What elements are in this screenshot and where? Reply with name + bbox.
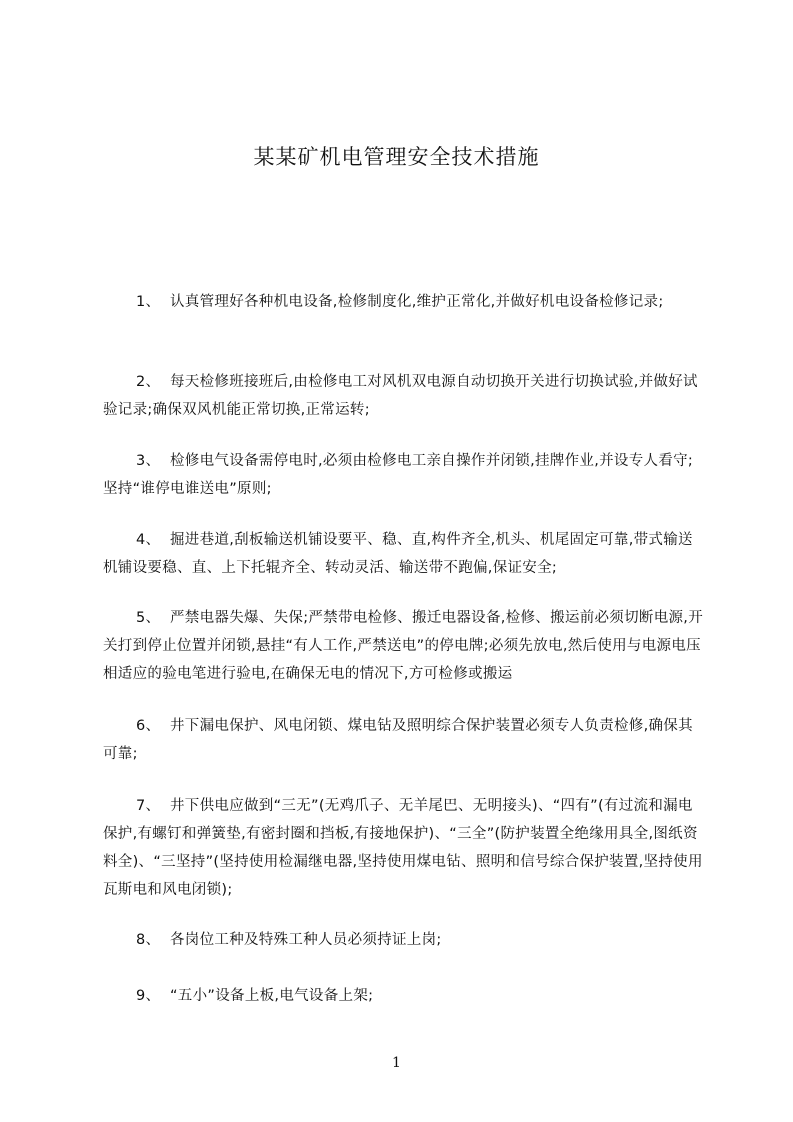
item-number: 4、 xyxy=(136,532,161,548)
list-item xyxy=(103,712,703,768)
item-number: 8、 xyxy=(136,932,161,948)
page-number: 1 xyxy=(392,1055,401,1071)
item-text: 严禁电器失爆、失保;严禁带电检修、搬迁电器设备,检修、搬运前必须切断电源,开关打到停止位置并闭锁,悬挂“有人工作,严禁送电”的停电牌;必须先放电,然后使用与电源电压相适应的验电笔进行验电,在确保无电的情况下,方可检修或搬运 xyxy=(103,610,703,682)
item-text: 每天检修班接班后,由检修电工对风机双电源自动切换开关进行切换试验,并做好试验记录;确保双风机能正常切换,正常运转; xyxy=(103,374,698,418)
item-number: 1、 xyxy=(136,294,161,310)
list-item xyxy=(103,792,703,904)
list-item xyxy=(103,288,703,316)
item-text: 掘进巷道,刮板输送机铺设要平、稳、直,构件齐全,机头、机尾固定可靠,带式输送机铺设要稳、直、上下托辊齐全、转动灵活、输送带不跑偏,保证安全; xyxy=(103,532,693,576)
item-number: 2、 xyxy=(136,374,161,390)
list-item xyxy=(103,926,703,954)
item-number: 6、 xyxy=(136,718,161,734)
list-item xyxy=(103,982,703,1010)
item-text: 井下漏电保护、风电闭锁、煤电钻及照明综合保护装置必须专人负责检修,确保其可靠; xyxy=(103,718,693,762)
item-number: 3、 xyxy=(136,453,161,469)
item-number: 5、 xyxy=(136,610,161,626)
item-text: “五小”设备上板,电气设备上架; xyxy=(170,988,374,1004)
list-item xyxy=(103,368,703,424)
item-text: 认真管理好各种机电设备,检修制度化,维护正常化,并做好机电设备检修记录; xyxy=(170,294,664,310)
list-item xyxy=(103,604,703,688)
item-number: 7、 xyxy=(136,798,161,814)
list-item xyxy=(103,447,703,503)
item-text: 各岗位工种及特殊工种人员必须持证上岗; xyxy=(170,932,442,948)
list-item xyxy=(103,526,703,582)
item-text: 井下供电应做到“三无”(无鸡爪子、无羊尾巴、无明接头)、“四有”(有过流和漏电保护,有螺钉和弹簧垫,有密封圈和挡板,有接地保护)、“三全”(防护装置全绝缘用具全,图纸资料全)、“三坚持”(坚持使用检漏继电器,坚持使用煤电钻、照明和信号综合保护装置,坚持使用瓦斯电和风电闭锁); xyxy=(103,798,703,898)
item-number: 9、 xyxy=(136,988,161,1004)
item-text: 检修电气设备需停电时,必须由检修电工亲自操作并闭锁,挂牌作业,并设专人看守;坚持“谁停电谁送电”原则; xyxy=(103,453,694,497)
document-title: 某某矿机电管理安全技术措施 xyxy=(253,145,540,169)
